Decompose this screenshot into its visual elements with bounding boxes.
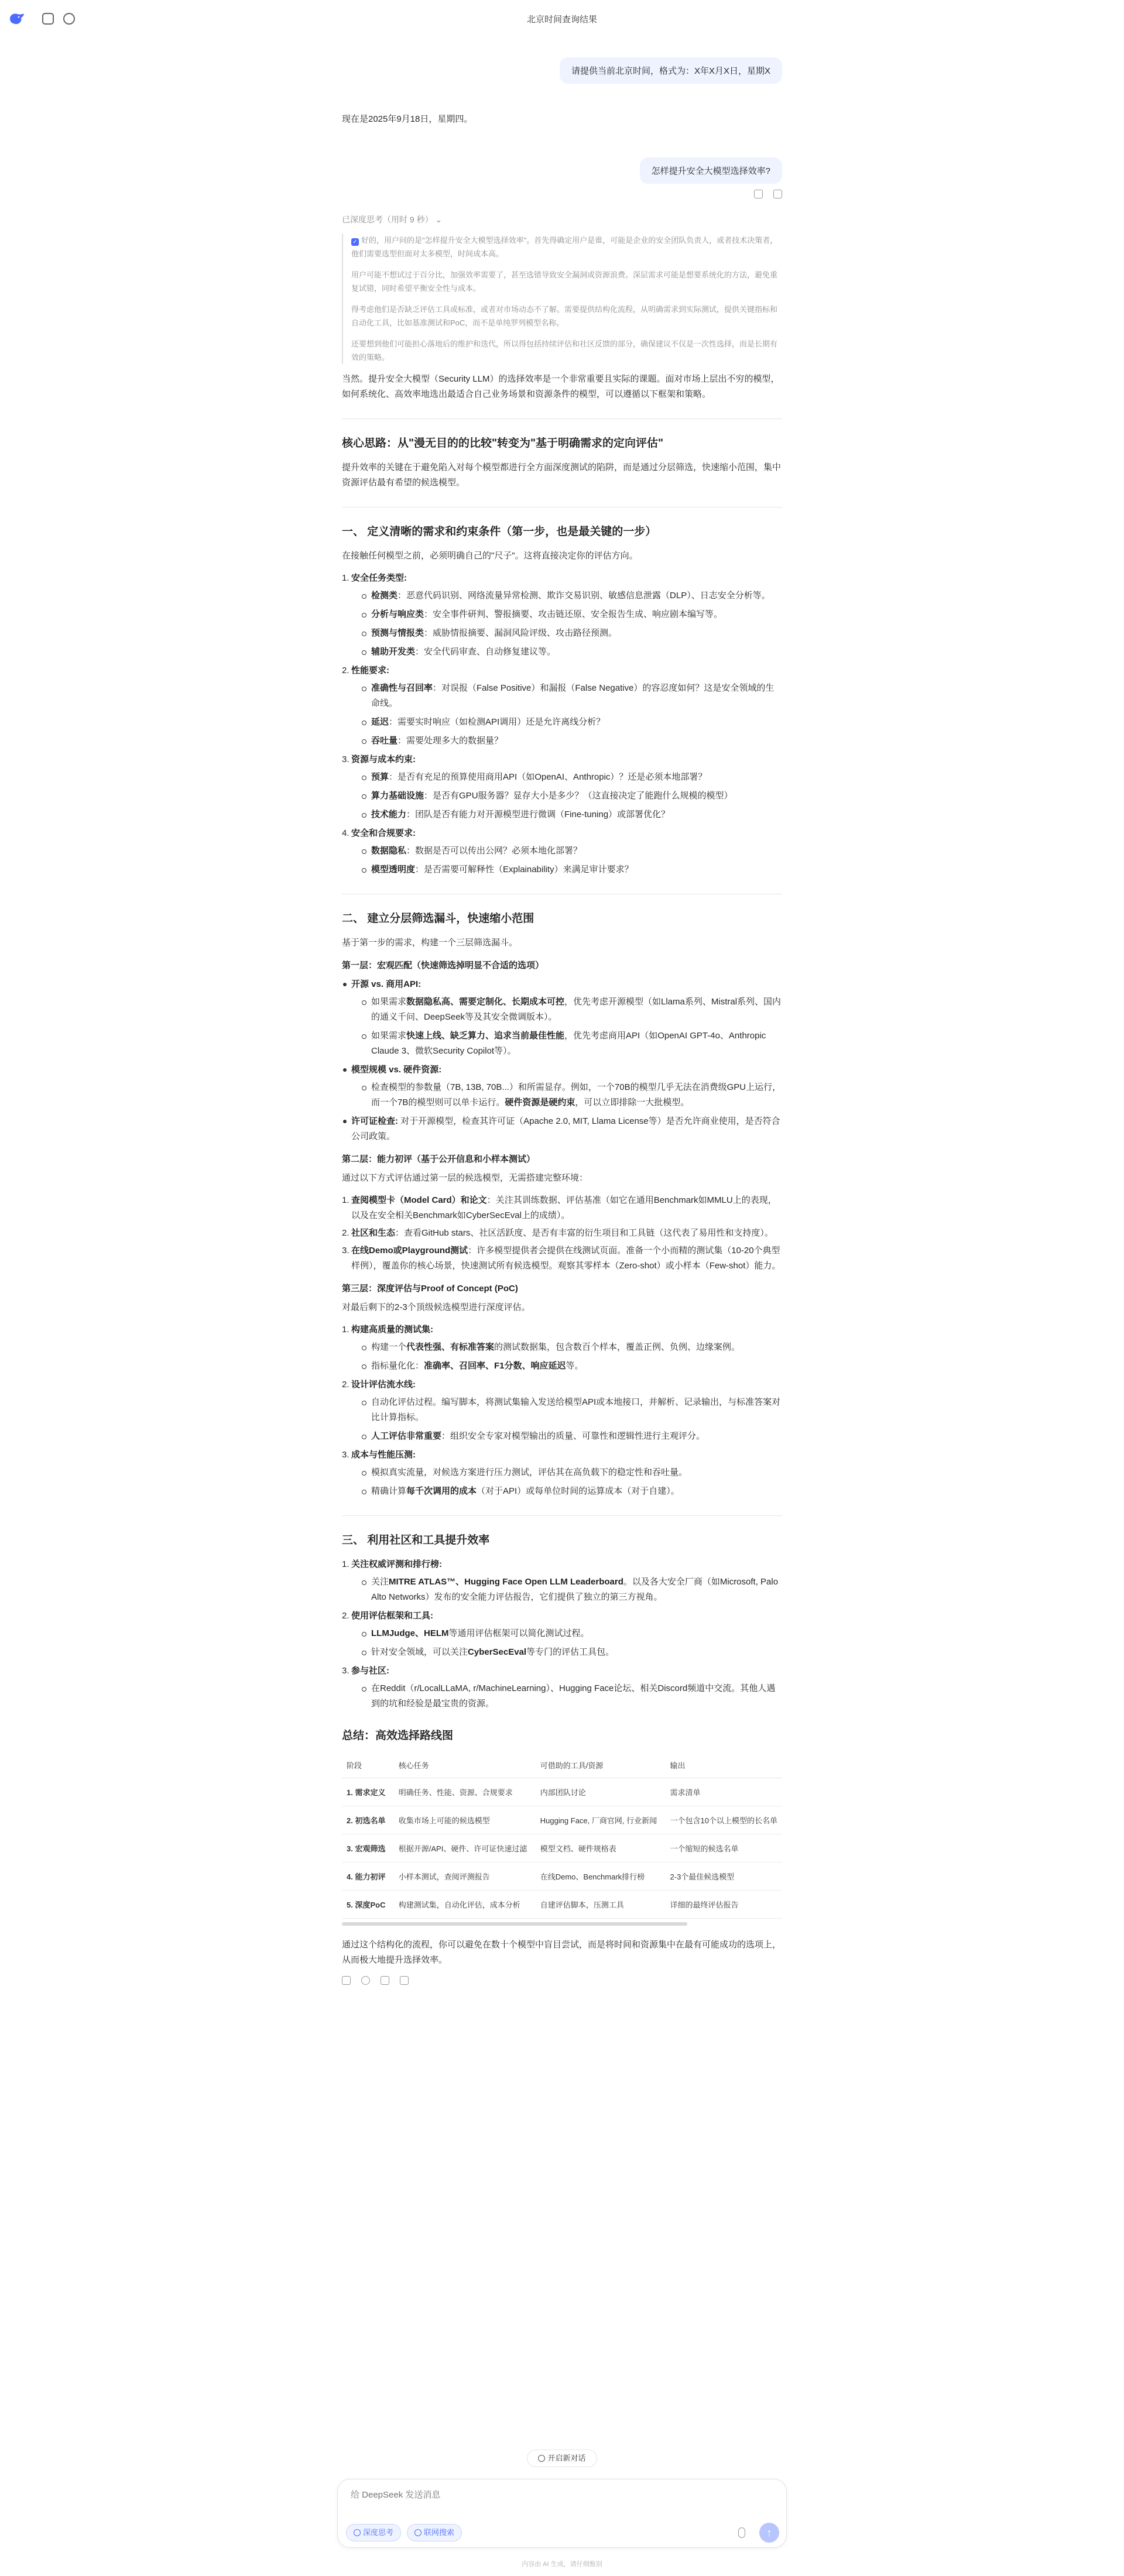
regenerate-icon[interactable]: [361, 1976, 370, 1985]
new-chat-icon: [538, 2455, 545, 2462]
table-header-row: [342, 1752, 782, 1778]
list-item: 2. 设计评估流水线: 自动化评估过程。编写脚本，将测试集输入发送给模型API或本地接口，并解析、记录输出，与标准答案对比计算指标。 人工评估非常重要：组织安全专家对模型输出的质量、可靠性和逻辑性进行主观评分。: [342, 1377, 782, 1444]
list-item: 精确计算每千次调用的成本（对于API）或每单位时间的运算成本（对于自建）。: [362, 1484, 782, 1499]
table-cell: 小样本测试，查阅评测报告: [394, 1862, 536, 1891]
layer-3-title: 第三层：深度评估与Proof of Concept (PoC): [342, 1284, 518, 1294]
deep-think-toggle[interactable]: 深度思考: [346, 2524, 401, 2541]
list-item: 检查模型的参数量（7B, 13B, 70B...）和所需显存。例如，一个70B的模型几乎无法在消费级GPU上运行，而一个7B的模型则可以单卡运行。硬件资源是硬约束，可以立即排除一大批模型。: [362, 1080, 782, 1110]
list-item: 模型规模 vs. 硬件资源: 检查模型的参数量（7B, 13B, 70B...）和所需显存。例如，一个70B的模型几乎无法在消费级GPU上运行，而一个7B的模型则可以单卡运行。硬件资源是硬约束，可以立即排除一大批模型。: [342, 1062, 782, 1110]
thinking-toggle[interactable]: [342, 214, 782, 225]
table-cell: 2-3个最佳候选模型: [666, 1862, 782, 1891]
list-item: 分析与响应类：安全事件研判、警报摘要、攻击链还原、安全报告生成、响应剧本编写等。: [362, 607, 782, 622]
table-cell: 2. 初选名单: [342, 1806, 394, 1834]
table-cell: 详细的最终评估报告: [666, 1891, 782, 1919]
list-item: 如果需求快速上线、缺乏算力、追求当前最佳性能，优先考虑商用API（如OpenAI GPT-4o、Anthropic Claude 3、微软Security Copilot等）。: [362, 1028, 782, 1059]
section-2-lead: 基于第一步的需求，构建一个三层筛选漏斗。: [342, 938, 518, 948]
list-item: 模拟真实流量，对候选方案进行压力测试，评估其在高负载下的稳定性和吞吐量。: [362, 1465, 782, 1480]
table-cell: 一个缩短的候选名单: [666, 1834, 782, 1862]
web-search-toggle[interactable]: 联网搜索: [407, 2524, 462, 2541]
thinking-paragraph: 用户可能不想试过于百分比，加强效率需要了，甚至选错导致安全漏洞或资源浪费。深层需求可能是想要系统化的方法，避免重复试错，同时希望平衡安全性与成本。: [351, 270, 778, 293]
user-message-1: 请提供当前北京时间，格式为：X年X月X日，星期X: [560, 57, 782, 84]
core-title: 核心思路：从"漫无目的的比较"转变为"基于明确需求的定向评估": [342, 437, 664, 450]
thinking-paragraph: 得考虑他们是否缺乏评估工具或标准，或者对市场动态不了解。需要提供结构化流程，从明确需求到实际测试，提供关键指标和自动化工具，比如基准测试和PoC，而不是单纯罗列模型名称。: [351, 305, 778, 327]
table-row: [342, 1806, 782, 1834]
table-cell: 3. 宏观筛选: [342, 1834, 394, 1862]
layer-3-list: [342, 1322, 782, 1499]
summary-closing: 通过这个结构化的流程，你可以避免在数十个模型中盲目尝试，而是将时间和资源集中在最有可能成功的选项上，从而极大地提升选择效率。: [342, 1940, 782, 1965]
list-item: 1. 构建高质量的测试集: 构建一个代表性强、有标准答案的测试数据集，包含数百个样本，覆盖正例、负例、边缘案例。 指标量化化：准确率、召回率、F1分数、响应延迟等。: [342, 1322, 782, 1374]
copy-icon[interactable]: [754, 190, 763, 198]
list-item: 2. 性能要求: 准确性与召回率：对误报（False Positive）和漏报（False Negative）的容忍度如何？这是安全领域的生命线。 延迟：需要实时响应（如检测API调用）还是允许离线分析？ 吞吐量：需要处理多大的数据量？: [342, 663, 782, 749]
list-item: 关注MITRE ATLAS™、Hugging Face Open LLM Leaderboard。以及各大安全厂商（如Microsoft, Palo Alto Networks）发布的安全能力评估报告，它们提供了独立的第三方视角。: [362, 1575, 782, 1605]
layer-1-title: 第一层：宏观匹配（快速筛选掉明显不合适的选项）: [342, 961, 544, 970]
section-3-list: [342, 1557, 782, 1711]
table-header: 核心任务: [394, 1752, 536, 1778]
section-1-list: [342, 571, 782, 877]
list-item: 2. 社区和生态：查看GitHub stars、社区活跃度、是否有丰富的衍生项目和工具链（这代表了易用性和支持度）。: [342, 1228, 773, 1238]
table-cell: 明确任务、性能、资源、合规要求: [394, 1778, 536, 1806]
list-item: 延迟：需要实时响应（如检测API调用）还是允许离线分析？: [362, 715, 782, 730]
copy-icon[interactable]: [342, 1976, 351, 1985]
core-body: 提升效率的关键在于避免陷入对每个模型都进行全方面深度测试的陷阱，而是通过分层筛选，快速缩小范围，集中资源评估最有希望的候选模型。: [342, 462, 782, 488]
layer-1-list: [342, 977, 782, 1144]
message-composer: [337, 2479, 787, 2548]
roadmap-table: [342, 1752, 782, 1919]
list-item: 人工评估非常重要：组织安全专家对模型输出的质量、可靠性和逻辑性进行主观评分。: [362, 1429, 782, 1444]
layer-2-lead: 通过以下方式评估通过第一层的候选模型，无需搭建完整环境：: [342, 1173, 588, 1183]
list-item: 1. 安全任务类型: 检测类：恶意代码识别、网络流量异常检测、欺诈交易识别、敏感信息泄露（DLP）、日志安全分析等。 分析与响应类：安全事件研判、警报摘要、攻击链还原、安全报告生成、响应剧本编写等。 预测与情报类：威胁情报摘要、漏洞风险评级、攻击路径预测。 辅助开发类：安全代码审查、自动修复建议等。: [342, 571, 782, 660]
message-input[interactable]: [351, 2490, 772, 2500]
user-message-2: 怎样提升安全大模型选择效率?: [640, 157, 782, 184]
list-item: LLMJudge、HELM等通用评估框架可以简化测试过程。: [362, 1626, 782, 1641]
chat-thread: [342, 37, 782, 1985]
list-item: 预算：是否有充足的预算使用商用API（如OpenAI、Anthropic）？还是必须本地部署？: [362, 770, 782, 785]
table-cell: 内部团队讨论: [536, 1778, 666, 1806]
table-cell: 4. 能力初评: [342, 1862, 394, 1891]
deep-think-icon: [354, 2529, 361, 2536]
list-item: 算力基础设施：是否有GPU服务器？显存大小是多少？（这直接决定了能跑什么规模的模型）: [362, 788, 782, 804]
list-item: 1. 关注权威评测和排行榜: 关注MITRE ATLAS™、Hugging Face Open LLM Leaderboard。以及各大安全厂商（如Microsoft, Palo Alto Networks）发布的安全能力评估报告，它们提供了独立的第三方视角。: [342, 1557, 782, 1605]
list-item: 辅助开发类：安全代码审查、自动修复建议等。: [362, 644, 782, 660]
table-row: [342, 1891, 782, 1919]
table-cell: 构建测试集，自动化评估，成本分析: [394, 1891, 536, 1919]
list-item: 4. 安全和合规要求: 数据隐私：数据是否可以传出公网？必须本地化部署？ 模型透明度：是否需要可解释性（Explainability）来满足审计要求？: [342, 826, 782, 877]
list-item: 准确性与召回率：对误报（False Positive）和漏报（False Negative）的容忍度如何？这是安全领域的生命线。: [362, 681, 782, 711]
table-cell: Hugging Face, 厂商官网, 行业新闻: [536, 1806, 666, 1834]
list-item: 在Reddit（r/LocalLLaMA, r/MachineLearning）、Hugging Face论坛、相关Discord频道中交流。其他人遇到的坑和经验是最宝贵的资源。: [362, 1681, 782, 1711]
divider: [342, 1515, 782, 1516]
table-row: [342, 1834, 782, 1862]
thinking-check-icon: ✓: [351, 238, 359, 246]
list-item: 构建一个代表性强、有标准答案的测试数据集，包含数百个样本，覆盖正例、负例、边缘案例。: [362, 1340, 782, 1355]
table-cell: 5. 深度PoC: [342, 1891, 394, 1919]
reply-actions: [342, 1976, 782, 1985]
attach-icon[interactable]: [738, 2527, 745, 2538]
send-button[interactable]: [759, 2523, 779, 2543]
new-chat-button[interactable]: 开启新对话: [527, 2450, 597, 2467]
table-header: 输出: [666, 1752, 782, 1778]
top-bar: [0, 0, 1124, 37]
summary-title: 总结：高效选择路线图: [342, 1730, 454, 1742]
section-3-title: 三、 利用社区和工具提升效率: [342, 1534, 490, 1546]
layer-3-lead: 对最后剩下的2-3个顶级候选模型进行深度评估。: [342, 1302, 530, 1312]
layer-2-title: 第二层：能力初评（基于公开信息和小样本测试）: [342, 1154, 536, 1164]
list-item: 1. 查阅模型卡（Model Card）和论文：关注其训练数据、评估基准（如它在通用Benchmark如MMLU上的表现，以及在安全相关Benchmark如CyberSecEval上的成绩）。: [342, 1195, 777, 1220]
table-cell: 自建评估脚本，压测工具: [536, 1891, 666, 1919]
thinking-paragraph: ✓ 好的，用户问的是"怎样提升安全大模型选择效率"。首先得确定用户是谁，可能是企业的安全团队负责人，或者技术决策者，他们需要选型但面对太多模型，时间成本高。: [351, 236, 778, 258]
list-item: 3. 成本与性能压测: 模拟真实流量，对候选方案进行压力测试，评估其在高负载下的稳定性和吞吐量。 精确计算每千次调用的成本（对于API）或每单位时间的运算成本（对于自建）。: [342, 1448, 782, 1499]
table-horizontal-scrollbar[interactable]: [342, 1922, 687, 1926]
list-item: 数据隐私：数据是否可以传出公网？必须本地化部署？: [362, 843, 782, 859]
list-item: 针对安全领域，可以关注CyberSecEval等专门的评估工具包。: [362, 1645, 782, 1660]
table-cell: 一个包含10个以上模型的长名单: [666, 1806, 782, 1834]
list-item: 3. 资源与成本约束: 预算：是否有充足的预算使用商用API（如OpenAI、Anthropic）？还是必须本地部署？ 算力基础设施：是否有GPU服务器？显存大小是多少？（这直接决定了能跑什么规模的模型） 技术能力：团队是否有能力对开源模型进行微调（Fine-tuning）或部署优化？: [342, 752, 782, 822]
thinking-paragraph: 还要想到他们可能担心落地后的维护和迭代，所以得包括持续评估和社区反馈的部分，确保建议不仅是一次性选择，而是长期有效的策略。: [351, 339, 778, 362]
thinking-content: [342, 234, 782, 364]
table-cell: 模型文档、硬件规格表: [536, 1834, 666, 1862]
assistant-answer-1: 现在是2025年9月18日，星期四。: [342, 114, 473, 124]
table-cell: 1. 需求定义: [342, 1778, 394, 1806]
list-item: 如果需求数据隐私高、需要定制化、长期成本可控，优先考虑开源模型（如Llama系列、Mistral系列、国内的通义千问、DeepSeek等及其安全微调版本）。: [362, 994, 782, 1025]
table-cell: 根据开源/API、硬件、许可证快速过滤: [394, 1834, 536, 1862]
chevron-down-icon: ⌄: [435, 215, 443, 224]
table-row: [342, 1778, 782, 1806]
list-item: 检测类：恶意代码识别、网络流量异常检测、欺诈交易识别、敏感信息泄露（DLP）、日志安全分析等。: [362, 588, 782, 603]
table-header: 阶段: [342, 1752, 394, 1778]
list-item: 3. 参与社区: 在Reddit（r/LocalLLaMA, r/MachineLearning）、Hugging Face论坛、相关Discord频道中交流。其他人遇到的坑和经验是最宝贵的资源。: [342, 1663, 782, 1711]
list-item: 预测与情报类：威胁情报摘要、漏洞风险评级、攻击路径预测。: [362, 626, 782, 641]
table-row: [342, 1862, 782, 1891]
list-item: 2. 使用评估框架和工具: LLMJudge、HELM等通用评估框架可以简化测试过程。 针对安全领域，可以关注CyberSecEval等专门的评估工具包。: [342, 1608, 782, 1660]
user-message-actions: [342, 190, 782, 198]
arrow-up-icon: ↑: [766, 2527, 772, 2539]
edit-icon[interactable]: [773, 190, 782, 198]
answer-intro: 当然。提升安全大模型（Security LLM）的选择效率是一个非常重要且实际的课题。面对市场上层出不穷的模型，如何系统化、高效率地选出最适合自己业务场景和资源条件的模型，可以遵循以下框架和策略。: [342, 374, 780, 399]
thumbs-up-icon[interactable]: [381, 1976, 389, 1985]
list-item: 许可证检查: 对于开源模型，检查其许可证（Apache 2.0, MIT, Llama License等）是否允许商业使用，是否符合公司政策。: [342, 1114, 782, 1144]
list-item: 模型透明度：是否需要可解释性（Explainability）来满足审计要求？: [362, 862, 782, 877]
table-cell: 需求清单: [666, 1778, 782, 1806]
layer-2-list: [342, 1193, 782, 1274]
list-item: 指标量化化：准确率、召回率、F1分数、响应延迟等。: [362, 1359, 782, 1374]
section-2-title: 二、 建立分层筛选漏斗，快速缩小范围: [342, 913, 534, 925]
table-header: 可借助的工具/资源: [536, 1752, 666, 1778]
table-cell: 收集市场上可能的候选模型: [394, 1806, 536, 1834]
list-item: 技术能力：团队是否有能力对开源模型进行微调（Fine-tuning）或部署优化？: [362, 807, 782, 822]
table-cell: 在线Demo、Benchmark排行榜: [536, 1862, 666, 1891]
conversation-title: 北京时间查询结果: [526, 15, 597, 25]
list-item: 开源 vs. 商用API: 如果需求数据隐私高、需要定制化、长期成本可控，优先考虑开源模型（如Llama系列、Mistral系列、国内的通义千问、DeepSeek等及其安全微调版本）。 如果需求快速上线、缺乏算力、追求当前最佳性能，优先考虑商用API（如OpenAI GPT-4o、Anthropic Claude 3、微软Security Copilot等）。: [342, 977, 782, 1059]
thinking-label: 已深度思考（用时 9 秒）: [342, 215, 433, 224]
list-item: 自动化评估过程。编写脚本，将测试集输入发送给模型API或本地接口，并解析、记录输出，与标准答案对比计算指标。: [362, 1395, 782, 1425]
globe-icon: [414, 2529, 422, 2536]
list-item: 吞吐量：需要处理多大的数据量？: [362, 733, 782, 749]
section-1-lead: 在接触任何模型之前，必须明确自己的"尺子"。这将直接决定你的评估方向。: [342, 551, 638, 561]
section-1-title: 一、 定义清晰的需求和约束条件（第一步，也是最关键的一步）: [342, 526, 657, 538]
thumbs-down-icon[interactable]: [400, 1976, 409, 1985]
list-item: 3. 在线Demo或Playground测试：许多模型提供者会提供在线测试页面。准备一个小而精的测试集（10-20个典型样例），覆盖你的核心场景，快速测试所有候选模型。观察其零样本（Zero-shot）或小样本（Few-shot）能力。: [342, 1246, 781, 1271]
ai-disclaimer: 内容由 AI 生成，请仔细甄别: [522, 2561, 602, 2568]
